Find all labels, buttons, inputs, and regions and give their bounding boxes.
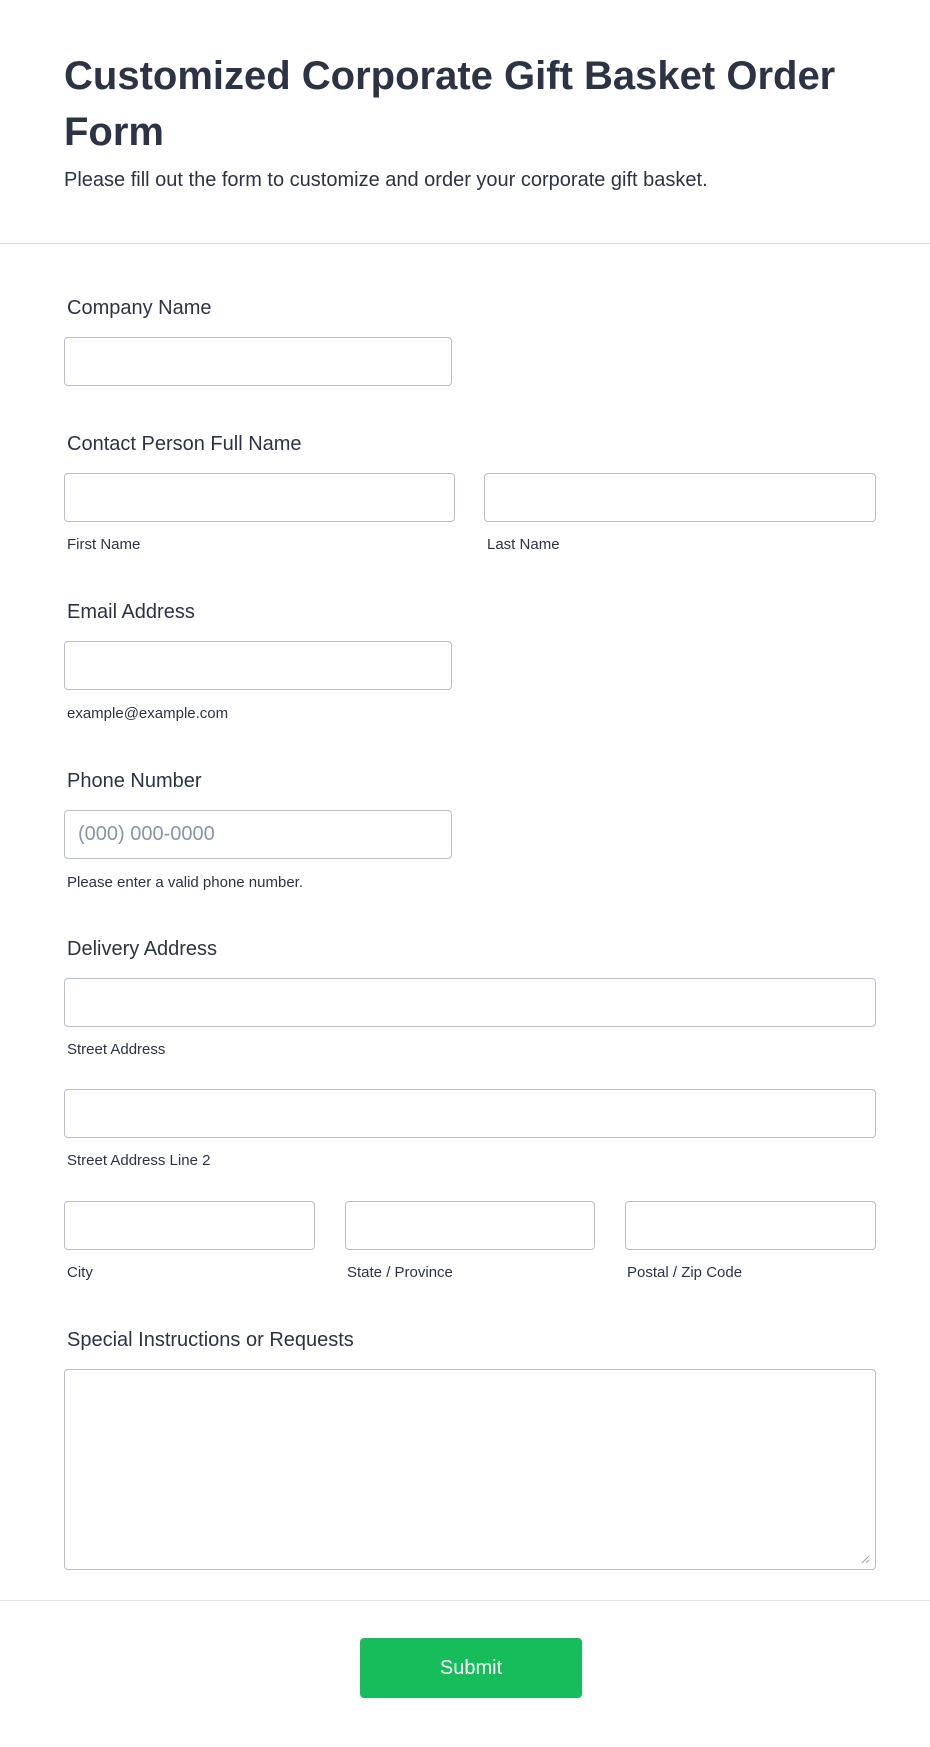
city-sublabel: City xyxy=(67,1264,93,1281)
special-instructions-textarea[interactable] xyxy=(64,1369,876,1570)
company-name-input[interactable] xyxy=(64,337,452,386)
last-name-input[interactable] xyxy=(484,473,876,522)
special-instructions-label: Special Instructions or Requests xyxy=(67,1329,354,1351)
state-province-input[interactable] xyxy=(345,1201,595,1250)
email-label: Email Address xyxy=(67,601,195,623)
phone-input[interactable] xyxy=(64,810,452,859)
street-address-sublabel: Street Address xyxy=(67,1041,166,1058)
contact-name-label: Contact Person Full Name xyxy=(67,433,302,455)
form-header xyxy=(0,0,930,244)
city-input[interactable] xyxy=(64,1201,315,1250)
submit-button[interactable]: Submit xyxy=(360,1638,582,1698)
street-address-input[interactable] xyxy=(64,978,876,1027)
postal-zip-sublabel: Postal / Zip Code xyxy=(627,1264,743,1281)
form-subtitle: Please fill out the form to customize and order your corporate gift basket. xyxy=(64,169,708,191)
first-name-input[interactable] xyxy=(64,473,455,522)
postal-zip-input[interactable] xyxy=(625,1201,876,1250)
delivery-address-label: Delivery Address xyxy=(67,938,218,960)
street-address-line2-input[interactable] xyxy=(64,1089,876,1138)
state-province-sublabel: State / Province xyxy=(347,1264,453,1281)
email-input[interactable] xyxy=(64,641,452,690)
company-name-label: Company Name xyxy=(67,297,212,319)
phone-sublabel: Please enter a valid phone number. xyxy=(67,874,303,891)
phone-label: Phone Number xyxy=(67,770,202,792)
street-address-line2-sublabel: Street Address Line 2 xyxy=(67,1152,211,1169)
email-sublabel: example@example.com xyxy=(67,705,229,722)
resize-handle-icon[interactable] xyxy=(860,1554,870,1564)
form-title: Customized Corporate Gift Basket Order Form xyxy=(64,54,836,154)
first-name-sublabel: First Name xyxy=(67,536,141,553)
last-name-sublabel: Last Name xyxy=(487,536,560,553)
